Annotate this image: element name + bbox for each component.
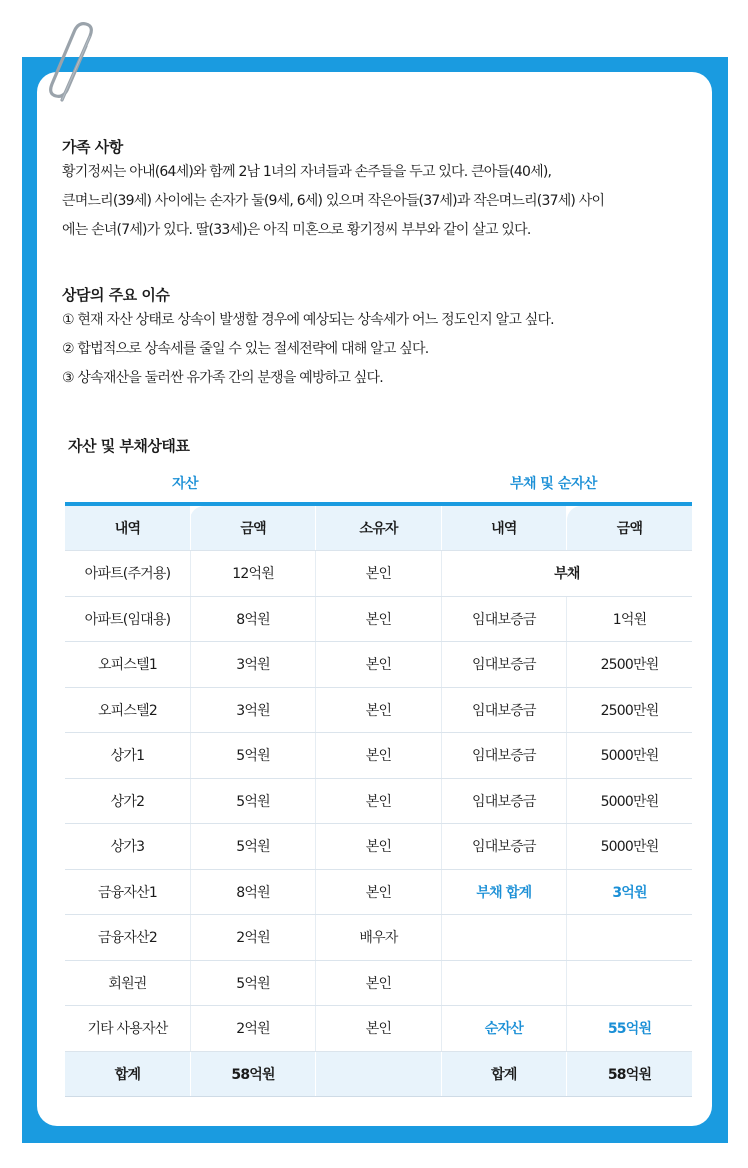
issues-text [62, 306, 682, 393]
issues-title: 상담의 주요 이슈 [62, 286, 170, 304]
asset-item-cell: 금융자산1 [65, 869, 190, 915]
liab-amount-cell: 5000만원 [567, 824, 692, 870]
liabilities-group-label: 부채 및 순자산 [510, 476, 597, 492]
paperclip-icon [48, 22, 102, 106]
asset-item-cell: 아파트(임대용) [65, 596, 190, 642]
liab-amount-cell: 2500만원 [567, 687, 692, 733]
issue-line: ③ 상속재산을 둘러싼 유가족 간의 분쟁을 예방하고 싶다. [62, 370, 383, 386]
owner-cell: 배우자 [316, 915, 441, 961]
asset-amount-cell: 2억원 [190, 915, 315, 961]
liab-item-cell [441, 960, 566, 1006]
asset-amount-cell: 5억원 [190, 733, 315, 779]
family-line: 에는 손녀(7세)가 있다. 딸(33세)은 아직 미혼으로 황기정씨 부부와 같이 살고 있다. [62, 222, 531, 238]
owner-cell: 본인 [316, 869, 441, 915]
table-row [65, 642, 692, 688]
issue-line: ② 합법적으로 상속세를 줄일 수 있는 절세전략에 대해 알고 싶다. [62, 341, 429, 357]
owner-cell: 본인 [316, 1006, 441, 1052]
liab-amount-cell [567, 960, 692, 1006]
table-row [65, 778, 692, 824]
total-label: 합계 [65, 1051, 190, 1097]
owner-cell: 본인 [316, 642, 441, 688]
asset-item-cell: 오피스텔1 [65, 642, 190, 688]
total-liab-label: 합계 [441, 1051, 566, 1097]
asset-amount-cell: 8억원 [190, 869, 315, 915]
liab-item-cell: 임대보증금 [441, 596, 566, 642]
table-row [65, 1006, 692, 1052]
table-row [65, 869, 692, 915]
assets-group-label: 자산 [172, 476, 199, 492]
header-owner: 소유자 [316, 506, 441, 551]
owner-cell: 본인 [316, 687, 441, 733]
table-row [65, 687, 692, 733]
liab-item-cell: 임대보증금 [441, 778, 566, 824]
header-asset-amount: 금액 [190, 506, 315, 551]
table-title: 자산 및 부채상태표 [68, 437, 190, 455]
liab-amount-cell: 5000만원 [567, 733, 692, 779]
asset-amount-cell: 2억원 [190, 1006, 315, 1052]
asset-item-cell: 상가3 [65, 824, 190, 870]
asset-amount-cell: 3억원 [190, 642, 315, 688]
asset-amount-cell: 5억원 [190, 824, 315, 870]
owner-cell: 본인 [316, 551, 441, 597]
owner-cell: 본인 [316, 596, 441, 642]
table-row [65, 915, 692, 961]
liab-amount-cell [567, 915, 692, 961]
asset-item-cell: 상가1 [65, 733, 190, 779]
asset-amount-cell: 3억원 [190, 687, 315, 733]
liab-item-cell: 임대보증금 [441, 687, 566, 733]
asset-amount-cell: 8억원 [190, 596, 315, 642]
table-row [65, 596, 692, 642]
header-liab-item: 내역 [441, 506, 566, 551]
total-owner [316, 1051, 441, 1097]
header-asset-item: 내역 [65, 506, 190, 551]
asset-item-cell: 아파트(주거용) [65, 551, 190, 597]
liab-item-cell: 부채 [441, 551, 692, 597]
liab-amount-cell: 2500만원 [567, 642, 692, 688]
asset-item-cell: 회원권 [65, 960, 190, 1006]
asset-item-cell: 상가2 [65, 778, 190, 824]
owner-cell: 본인 [316, 778, 441, 824]
asset-amount-cell: 5억원 [190, 778, 315, 824]
table-header-row [65, 506, 692, 551]
table-row [65, 824, 692, 870]
liab-item-cell [441, 915, 566, 961]
liab-amount-cell: 1억원 [567, 596, 692, 642]
table-row [65, 960, 692, 1006]
family-text [62, 158, 682, 245]
balance-table [65, 506, 692, 1097]
issue-line: ① 현재 자산 상태로 상속이 발생할 경우에 예상되는 상속세가 어느 정도인지 알고 싶다. [62, 312, 554, 328]
owner-cell: 본인 [316, 824, 441, 870]
table-total-row [65, 1051, 692, 1097]
owner-cell: 본인 [316, 733, 441, 779]
asset-item-cell: 기타 사용자산 [65, 1006, 190, 1052]
owner-cell: 본인 [316, 960, 441, 1006]
liab-amount-cell: 3억원 [567, 869, 692, 915]
table-row [65, 733, 692, 779]
liab-item-cell: 임대보증금 [441, 824, 566, 870]
liab-amount-cell: 55억원 [567, 1006, 692, 1052]
asset-item-cell: 금융자산2 [65, 915, 190, 961]
liab-item-cell: 임대보증금 [441, 642, 566, 688]
asset-amount-cell: 5억원 [190, 960, 315, 1006]
total-liab-amount: 58억원 [567, 1051, 692, 1097]
header-liab-amount: 금액 [567, 506, 692, 551]
asset-item-cell: 오피스텔2 [65, 687, 190, 733]
family-line: 황기정씨는 아내(64세)와 함께 2남 1녀의 자녀들과 손주들을 두고 있다. 큰아들(40세), [62, 164, 552, 180]
table-row [65, 551, 692, 597]
liab-item-cell: 임대보증금 [441, 733, 566, 779]
liab-item-cell: 부채 합계 [441, 869, 566, 915]
family-title: 가족 사항 [62, 138, 123, 156]
family-line: 큰며느리(39세) 사이에는 손자가 둘(9세, 6세) 있으며 작은아들(37세)과 작은며느리(37세) 사이 [62, 193, 605, 209]
liab-item-cell: 순자산 [441, 1006, 566, 1052]
asset-amount-cell: 12억원 [190, 551, 315, 597]
total-assets: 58억원 [190, 1051, 315, 1097]
liab-amount-cell: 5000만원 [567, 778, 692, 824]
